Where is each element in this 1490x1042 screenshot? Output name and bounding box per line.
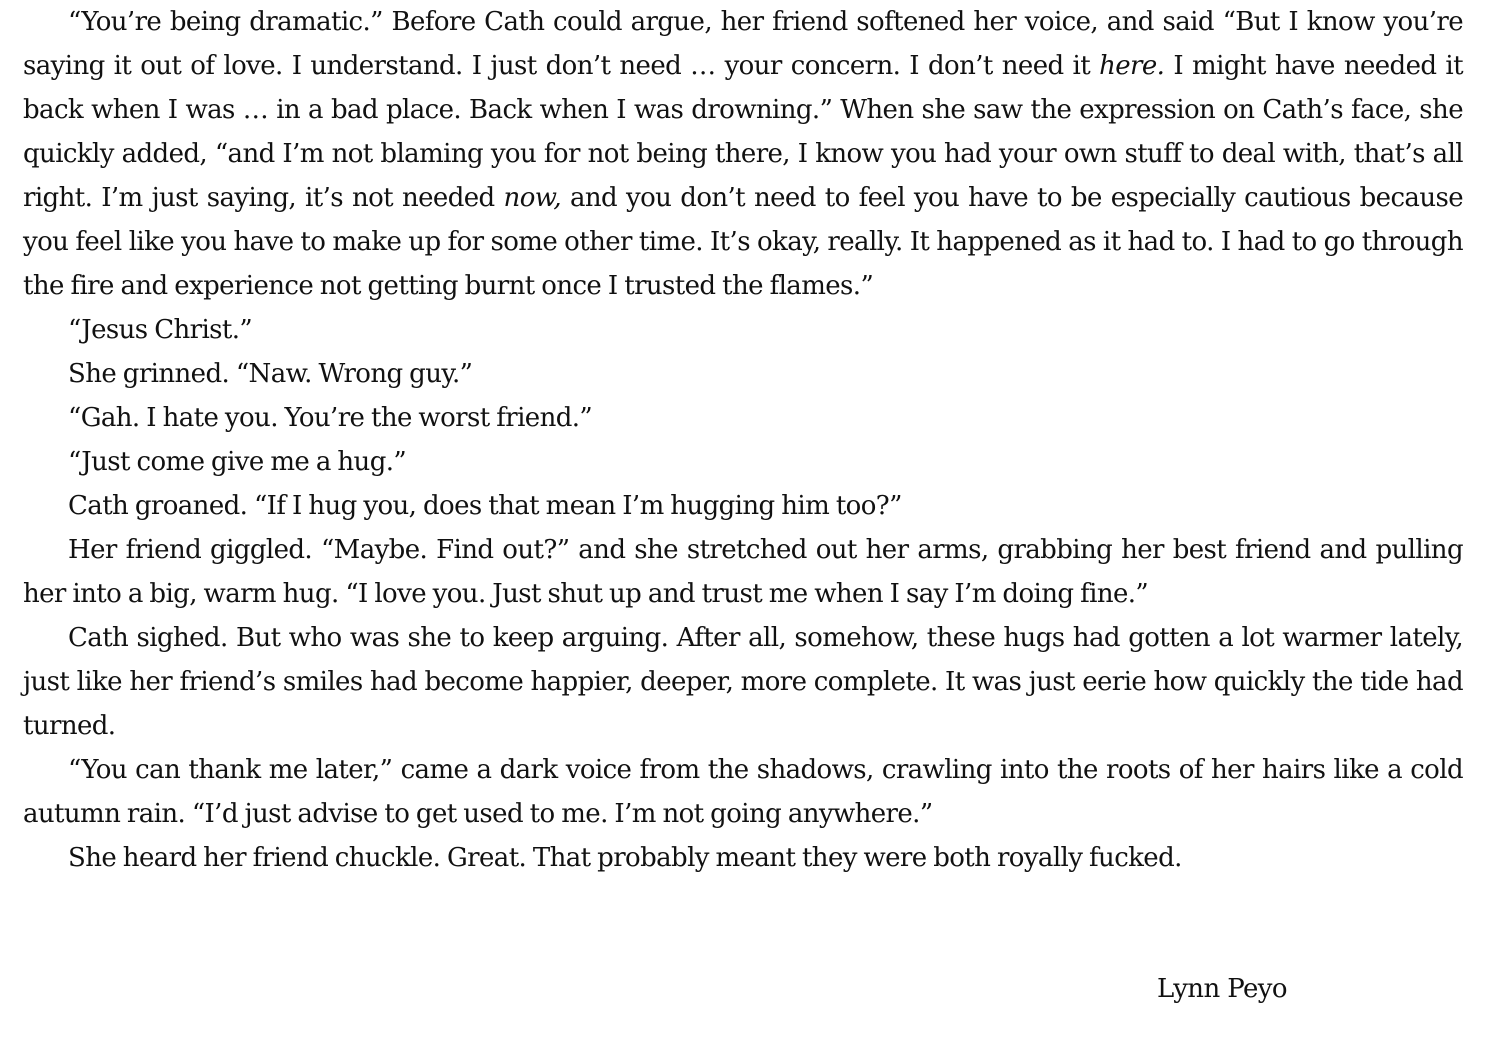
paragraph	[23, 528, 1463, 616]
paragraph-text: She grinned. “Naw. Wrong guy.”	[68, 359, 473, 389]
paragraph-text: Cath sighed. But who was she to keep arguing. After all, somehow, these hugs had gotten a lot warmer lately, just like her friend’s smiles had become happier, deeper, more complete. It was just eerie how quickly the tide had turned.	[23, 623, 1463, 741]
paragraph	[23, 616, 1463, 748]
paragraph	[23, 440, 1463, 484]
paragraph	[23, 352, 1463, 396]
paragraph-text: “Jesus Christ.”	[68, 315, 253, 345]
paragraph	[23, 396, 1463, 440]
story-text	[23, 0, 1463, 880]
paragraph	[23, 836, 1463, 880]
paragraph-text: Cath groaned. “If I hug you, does that mean I’m hugging him too?”	[68, 491, 902, 521]
paragraph-text: I might have needed it back when I was … in a bad place. Back when I was drowning.” When she saw the expression on Cath’s face, she quickly added, “and I’m not blaming you for not being there, I know you had your own stuff to deal with, that’s all right. I’m just saying, it’s not needed	[23, 51, 1463, 213]
paragraph-text: and you don’t need to feel you have to be especially cautious because you feel like you have to make up for some other time. It’s okay, really. It happened as it had to. I had to go through the fire and experience not getting burnt once I trusted the flames.”	[23, 183, 1463, 301]
paragraph	[23, 0, 1463, 308]
paragraph-text: “You’re being dramatic.” Before Cath could argue, her friend softened her voice, and said “But I know you’re saying it out of love. I understand. I just don’t need … your concern. I don’t need it	[23, 7, 1463, 81]
paragraph-text: “Gah. I hate you. You’re the worst friend.”	[68, 403, 593, 433]
paragraph-text: Her friend giggled. “Maybe. Find out?” and she stretched out her arms, grabbing her best friend and pulling her into a big, warm hug. “I love you. Just shut up and trust me when I say I’m doing fine.”	[23, 535, 1463, 609]
paragraph	[23, 308, 1463, 352]
paragraph	[23, 484, 1463, 528]
paragraph	[23, 748, 1463, 836]
paragraph-text: “Just come give me a hug.”	[68, 447, 407, 477]
emphasis-text: here.	[1099, 51, 1165, 81]
emphasis-text: now,	[503, 183, 561, 213]
paragraph-text: “You can thank me later,” came a dark voice from the shadows, crawling into the roots of her hairs like a cold autumn rain. “I’d just advise to get used to me. I’m not going anywhere.”	[23, 755, 1463, 829]
author-signature: Lynn Peyo	[1157, 974, 1287, 1004]
paragraph-text: She heard her friend chuckle. Great. That probably meant they were both royally fucked.	[68, 843, 1182, 873]
